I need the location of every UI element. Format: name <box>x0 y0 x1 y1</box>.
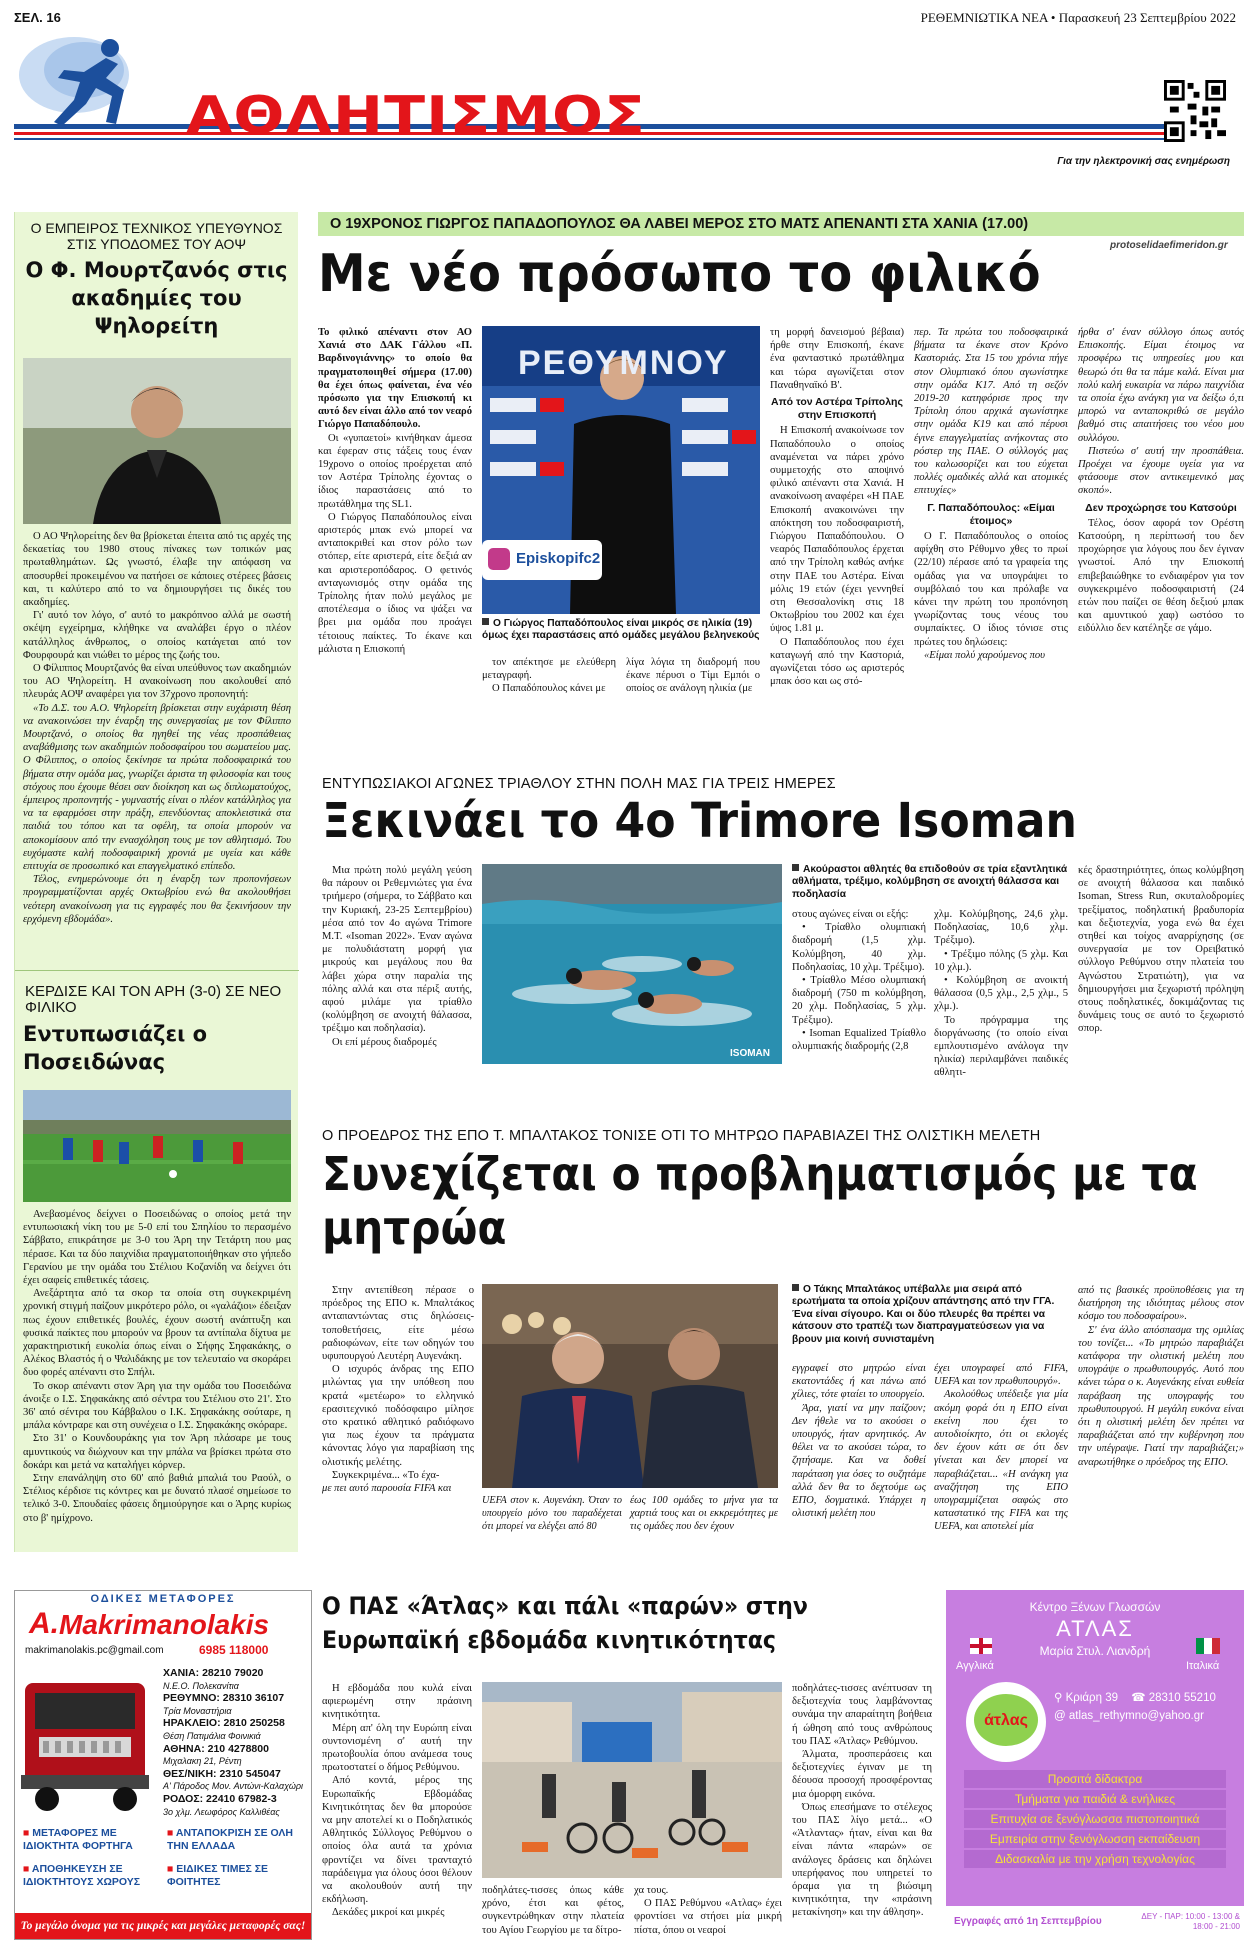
service-text: ΑΝΤΑΠΟΚΡΙΣΗ ΣΕ ΟΛΗ ΤΗΝ ΕΛΛΑΔΑ <box>167 1827 294 1852</box>
ad-transport-logo-prefix: Α. <box>29 1607 59 1640</box>
ad-school-address-text: Κριάρη 39 <box>1065 1692 1118 1704</box>
checkbox-icon: ■ <box>23 1863 30 1875</box>
article1-photo-backdrop-text: ΡΕΘΥΜΝΟΥ <box>518 344 729 382</box>
sidebar-a2-para: Στην επανάληψη στο 60' από βαθιά μπαλιά του Ραούλ, ο Στέλιος κέρδισε τις κόντρες και με δυνατό πλασέ σημείωσε το τελικό 3-0. Σπουδαίες φάσεις δημιούργησε και ο Άρης κυρίως στο β' ημίχρονο. <box>23 1473 291 1524</box>
article2-col1 <box>322 864 472 1064</box>
article1-para: λίγα λόγια τη διαδρομή που έκανε πέρυσι ο Τίμι Εμπόι ο οποίος σε ανάλογη ηλικία (με <box>626 657 760 695</box>
offer-item: Επιτυχία σε ξενόγλωσσα πιστοποιητικά <box>964 1810 1226 1828</box>
offer-item: Προσιτά δίδακτρα <box>964 1770 1226 1788</box>
article1-col4 <box>770 326 904 706</box>
article1-photo <box>482 326 760 614</box>
sidebar-a2-para: Ανεβασμένος δείχνει ο Ποσειδώνας ο οποίος μετά την εντυπωσιακή νίκη του με 5-0 επί του Σπηλίου το περασμένο Σάββατο, επικράτησε με 3-0 του Άρη την Τετάρτη που μας πέρασε. Και τα δύο παιχνίδια πραγματοποιήθηκαν στο γήπεδο Γερανίου με την ομάδα του Στέλιου Κοζανίδη να δείχνει ότι έχει σαφείς επιθετικές τάσεις. <box>23 1209 291 1287</box>
ad-school-email[interactable] <box>1054 1710 1204 1722</box>
location-address: 3ο χλμ. Λεωφόρος Καλλιθέας <box>163 1806 280 1817</box>
ad-school-top: Κέντρο Ξένων Γλωσσών <box>1029 1600 1161 1614</box>
ad-transport-brand: Makrimanolakis <box>59 1609 270 1640</box>
caption-bullet-icon <box>482 618 489 625</box>
article2-col4 <box>1078 864 1244 1064</box>
article3-photo-caption: UEFA στον κ. Αυγενάκη. Όταν το υπουργείο μόνο του παραδέχεται ότι μπορεί να ελέγξει από 80 <box>482 1495 622 1533</box>
sidebar-a1-headline: Ο Φ. Μουρτζανός στις ακαδημίες του Ψηλορείτη <box>25 258 288 338</box>
article4-para: Η εβδομάδα που κυλά είναι αφιερωμένη στην πράσινη κινητικότητα. <box>322 1683 472 1721</box>
article4-col2b <box>482 1884 624 1940</box>
article4-para: Άλματα, προσπεράσεις και δεξιοτεχνίες έγιναν με τη δέουσα προσοχή προσφέροντας μια όμορφη εικόνα. <box>792 1749 932 1800</box>
swimmers-photo-image <box>482 864 782 1064</box>
sidebar-a1-kicker: Ο ΕΜΠΕΙΡΟΣ ΤΕΧΝΙΚΟΣ ΥΠΕΥΘΥΝΟΣ ΣΤΙΣ ΥΠΟΔΟΜΕΣ ΤΟΥ ΑΟΨ <box>30 220 283 252</box>
match-photo-image <box>23 1090 291 1202</box>
article2-para: • Τρέξιμο πόλης (5 χλμ. Και 10 χλμ.). <box>934 948 1068 973</box>
article4-para: Όπως επεσήμανε το στέλεχος του ΠΑΣ λίγο μετά... «Ο «Άτλαντας» ήταν, είναι και θα είναι πάντα «παρών» σε ανάλογες δράσεις και δηλώνει υπερήφανος που υπηρετεί το όραμα για τη βιώσιμη κινητικότητα, την «πράσινη μετακίνηση» και την άθληση». <box>792 1801 932 1919</box>
caption-bullet-icon <box>792 1284 799 1291</box>
paper-date: ΡΕΘΕΜΝΙΩΤΙΚΑ ΝΕΑ • Παρασκευή 23 Σεπτεμβρίου 2022 <box>920 10 1236 25</box>
article2-para: Μια πρώτη πολύ μεγάλη γεύση θα πάρουν οι Ρεθεμνιώτες για ένα τριήμερο (σήμερα, το Σάββατο και την Κυριακή, 23-25 Σεπτεμβρίου) μέσα από τον 4ο αγώνα Trimore M.T. «Isoman 2022». Έναν αγώνα με πολυδιάστατη μορφή για μικρούς και μεγάλους που θα λάβει χώρα στην παραλία της πόλης αλλά και στα πέριξ αυτής, αφού μιλάμε για τρίαθλο (κολύμβηση σε ανοιχτή θάλασσα, τρέξιμο και ποδηλασία). <box>322 865 472 1035</box>
match-photo <box>23 1090 291 1202</box>
article1-subhead-2: Γ. Παπαδόπουλος: «Είμαι έτοιμος» <box>927 501 1055 527</box>
article2-para: Οι επί μέρους διαδρομές <box>332 1036 437 1048</box>
article4-headline-line1: Ο ΠΑΣ «Άτλας» και πάλι «παρών» στην <box>322 1592 808 1620</box>
article3-para: Συγκεκριμένα... «Το έχα- <box>332 1469 440 1481</box>
article1-col5 <box>914 326 1068 706</box>
article2-para: χλμ. Κολύμβησης, 24,6 χλμ. Ποδηλασίας, 10,6 χλμ. Τρέξιμο). <box>934 909 1068 947</box>
location-address: Ν.Ε.Ο. Πολεκανίτια <box>163 1680 239 1691</box>
ad-transport-top: ΟΔΙΚΕΣ ΜΕΤΑΦΟΡΕΣ <box>90 1593 236 1605</box>
article1-col3b <box>626 656 760 706</box>
cyclists-photo-image <box>482 1682 782 1878</box>
offer-item: Εμπειρία στην ξενόγλωσση εκπαίδευση <box>964 1830 1226 1848</box>
article4-para: ποδηλάτες-τισσες ανέπτυσαν τη δεξιοτεχνία τους λαμβάνοντας συνάμα την απαραίτητη βοήθεια ή ώθηση από τους ανθρώπους του ΠΑΣ «Άτλας» Ρεθύμνου. <box>792 1683 932 1747</box>
article3-para: Άρα, γιατί να μην παίζουν; Δεν ήθελε να το ακούσει ο υπουργός, ήταν αρνητικός. Αν θέλει να το ακούσει τώρα, το ζητήσαμε. Και να δοθεί παράταση για όσες το συζητάμε αλλά δεν θα το δεχτούμε ως ΕΠΟ, δογματικά. Υπάρχει η ολιστική μελέτη που <box>792 1402 926 1520</box>
article2-headline: Ξεκινάει το 4ο Trimore Isoman <box>322 793 1077 849</box>
coach-photo <box>23 358 291 524</box>
location-pin-icon: ⚲ <box>1054 1692 1063 1704</box>
article3-kicker: Ο ΠΡΟΕΔΡΟΣ ΤΗΣ ΕΠΟ Τ. ΜΠΑΛΤΑΚΟΣ ΤΟΝΙΣΕ ΟΤΙ ΤΟ ΜΗΤΡΩΟ ΠΑΡΑΒΙΑΖΕΙ ΤΗΣ ΟΛΙΣΤΙΚΗ ΜΕΛΕΤΗ <box>322 1128 1041 1144</box>
article1-photo-caption <box>482 618 760 643</box>
ad-transport-locations <box>163 1667 309 1818</box>
sidebar-a2-para: Το σκορ απέναντι στον Άρη για την ομάδα του Ποσειδώνα άνοιξε ο Ι.Σ. Σηφακάκης από σέντρα του Στέλιου στο 21'. Στο 36' από σέντρα του Κάββαλου ο Ι.Κ. Σηφακάκης σούταρε, η μπάλα κόντραρε και στη συνέχεια ο Ι.Σ. Σηφακάκης σκόραρε. <box>23 1380 291 1432</box>
article1-band: Ο 19ΧΡΟΝΟΣ ΓΙΩΡΓΟΣ ΠΑΠΑΔΟΠΟΥΛΟΣ ΘΑ ΛΑΒΕΙ ΜΕΡΟΣ ΣΤΟ ΜΑΤΣ ΑΠΕΝΑΝΤΙ ΣΤΑ ΧΑΝΙΑ (17.00) <box>318 212 1244 236</box>
article1-caption-text: Ο Γιώργος Παπαδόπουλος είναι μικρός σε ηλικία (19) όμως έχει παραστάσεις από ομάδες μεγάλου βεληνεκούς <box>482 618 760 642</box>
article1-para: Ο Παπαδόπουλος που έχει καταγωγή από την Καστοριά, αγωνίζεται τόσο ως αριστερός μπακ όσο και ως στό- <box>770 636 904 688</box>
article2-photo-tag: ISOMAN <box>730 1048 770 1059</box>
ad-school-phone[interactable]: 28310 55210 <box>1148 1692 1216 1704</box>
article2-para: • Isoman Equalized Τρίαθλο ολυμπιακής διαδρομής (2,8 <box>792 1027 926 1053</box>
article4-para: Μέρη απ' όλη την Ευρώπη είναι συντονισμένη σ' αυτή την πρωτοβουλία όπου ανάμεσα τους πρωτοστατεί ο δήμος Ρεθύμνου. <box>322 1722 472 1774</box>
phone-icon: ☎ <box>1131 1692 1146 1704</box>
location-city[interactable]: ΧΑΝΙΑ: 28210 79020 <box>163 1667 264 1679</box>
service-item <box>167 1827 305 1853</box>
service-item <box>23 1827 161 1853</box>
checkbox-icon: ■ <box>23 1827 30 1839</box>
article4-photo <box>482 1682 782 1878</box>
article2-para: • Κολύμβηση σε ανοικτή θάλασσα (0,5 χλμ., 2,5 χλμ., 5 χλμ.). <box>934 975 1068 1013</box>
article3-photo <box>482 1284 778 1488</box>
ad-school-footer <box>946 1906 1244 1940</box>
article2-col2 <box>792 908 926 1064</box>
article2-col3 <box>934 908 1068 1079</box>
article1-para: Οι «γυπαετοί» κινήθηκαν άμεσα και έφεραν στις τάξεις τους έναν 19χρονο ο οποίος προέρχεται από τον Αστέρα Τρίπολης έχοντας ο ίδιος παραστάσεις από το πρωτάθλημα της SL1. <box>318 432 472 510</box>
article1-para: Πιστεύω σ' αυτή την προσπάθεια. Προέχει να έχουμε υγεία για να φτάσουμε στον αντικειμενικό μας σκοπό». <box>1078 445 1244 497</box>
article2-kicker: ΕΝΤΥΠΩΣΙΑΚΟΙ ΑΓΩΝΕΣ ΤΡΙΑΘΛΟΥ ΣΤΗΝ ΠΟΛΗ ΜΑΣ ΓΙΑ ΤΡΕΙΣ ΗΜΕΡΕΣ <box>322 776 836 792</box>
article1-source: protoselidaefimeridon.gr <box>1110 240 1228 251</box>
article1-para: τη μορφή δανεισμού βέβαια) ήρθε στην Επισκοπή, έκανε ένα φανταστικό πρωτάθλημα και τώρα αγωνίζεται στον Παναθηναϊκό Β'. <box>770 327 904 391</box>
article1-col1 <box>318 326 472 706</box>
at-icon: @ <box>1054 1710 1066 1722</box>
sidebar <box>14 212 298 1552</box>
article3-col5 <box>1078 1284 1244 1546</box>
article3-para: έως 100 ομάδες το μήνα για τα χαρτιά τους και οι εκκρεμότητες με τις ομάδες που δεν έχουν <box>630 1495 778 1533</box>
article2-photo-caption <box>792 864 1068 901</box>
ad-school-signup: Εγγραφές από 1η Σεπτεμβρίου <box>954 1916 1102 1927</box>
sidebar-a1-para: Ο Φίλιππος Μουρτζανός θα είναι υπεύθυνος των ακαδημιών του ΑΟ Ψηλορείτη. Η ανακοίνωση που ακολουθεί από πλευράς ΑΟΨ αναφέρει για τον 37χρονο προπονητή: <box>23 663 291 701</box>
article3-headline-line1: Συνεχίζεται ο προβληματισμός με τα <box>322 1147 1198 1201</box>
article3-pullquote-text: Ο Τάκης Μπαλτάκος υπέβαλλε μια σειρά από ερωτήματα τα οποία χρίζουν απάντησης από την ΓΓΑ. Ένα είναι σίγουρο. Και οι δύο πλευρές θα πρέπει να κάτσουν στο τραπέζι των διαπραγματεύσεων για να βρουν μια κοινή συνισταμένη <box>792 1284 1055 1345</box>
offer-item: Τμήματα για παιδιά & ενήλικες <box>964 1790 1226 1808</box>
article3-col1 <box>322 1284 474 1546</box>
officials-photo-image <box>482 1284 778 1488</box>
article3-col2b <box>630 1494 778 1546</box>
article3-para: Σ' ένα άλλο απόσπασμα της ομιλίας του τονίζει... «Το μητρώο παραβιάζει κατάφορα την ολιστική μελέτη που υπογράψε ο πρωθυπουργός. Αυτό που κάνει τώρα ο κ. Αυγενάκης είναι ευθεία παράβαση της υπογραφής του πρωθυπουργού. Η μεγάλη ευκόνα είναι ότι η ολιστική μελέτη δεν πρέπει να παραβιάζεται από την κυβέρνηση που την υπέγραψε. Γιατί την παραβιάζει;» αναρωτήθηκε ο πρόεδρος της ΕΠΟ. <box>1078 1324 1244 1468</box>
ad-transport-mobile[interactable]: 6985 118000 <box>199 1643 269 1657</box>
caption-bullet-icon <box>792 864 799 871</box>
ad-school-email-text[interactable]: atlas_rethymno@yahoo.gr <box>1068 1710 1204 1722</box>
article4-col4 <box>792 1682 932 1938</box>
checkbox-icon: ■ <box>167 1863 174 1875</box>
ad-school-lang1: Αγγλικά <box>956 1660 994 1672</box>
service-text: ΕΙΔΙΚΕΣ ΤΙΜΕΣ ΣΕ ΦΟΙΤΗΤΕΣ <box>167 1863 269 1888</box>
it-flag-icon <box>1196 1638 1220 1654</box>
sidebar-a2-para: Ανεξάρτητα από τα σκορ τα οποία στη συγκεκριμένη χρονική στιγμή παίζουν μικρότερο ρόλο, οι «γαλάζιοι» έδειξαν πως έχουν επιθετικές βουλές, έχουν σωστή ανάπτυξη και φυσικά παίκτες που μπορούν να βρουν τα αντίπαλα δίχτυα με χαρακτηριστική ευκολία όπως είναι ο Σήφης Σηφακάκης, ο Αλέκος Βλαστός ή ο Ψαλιδάκης με τον τελευταίο να σκοράρει δυο φορές απέναντι στο Σπήλι. <box>23 1288 291 1379</box>
sidebar-a2-kicker: ΚΕΡΔΙΣΕ ΚΑΙ ΤΟΝ ΑΡΗ (3-0) ΣΕ ΝΕΟ ΦΙΛΙΚΟ <box>25 983 282 1016</box>
article4-headline-line2: Ευρωπαϊκή εβδομάδα κινητικότητας <box>322 1626 776 1654</box>
article1-subhead-1: Από τον Αστέρα Τρίπολης στην Επισκοπή <box>771 396 903 422</box>
service-item <box>23 1863 161 1889</box>
sidebar-a1-para: Γι' αυτό τον λόγο, σ' αυτό το μακρόπνοο αλλά με σωστή σκέψη εγχείρημα, κλήθηκε να αναλάβει έργο ο πλέον κατάλληλος άνθρωπος, ο οποίος κατάγεται από τον Φουρφουρά και νιώθει το μέρος της ζωής του. <box>23 610 291 661</box>
article3-pullquote <box>792 1284 1068 1346</box>
article4-para: χα τους. <box>634 1885 669 1896</box>
article3-para: Ακολούθως υπέδειξε για μία ακόμη φορά ότι η ΕΠΟ είναι εκείνη που έχει το αυτοδιοίκητο, ότι οι εκλογές δεν έχουν κάτι σε ότι δεν γίνεται και δεν μπορεί να παραβιάζεται... «Η ανάγκη για αναζήτηση της ΕΠΟ υπογραμμίζεται σαφώς στο καταστατικό της FIFA και της UEFA, και αποτελεί μία <box>934 1389 1068 1533</box>
article3-col3 <box>792 1362 926 1546</box>
article2-para: κές δραστηριότητες, όπως κολύμβηση σε ανοιχτή θάλασσα και παιδικό Isoman, Stress Run, σκυταλοδρομίες τρεξίματος, ποδηλατική βραδυπορία και δεξιοτεχνία, yoga ενώ θα έχει στηθεί και τοίχος αναρρίχησης (σε συνεργασία με τον Ορειβατικό σύλλογο Ρεθύμνου στην πλατεία του Αγνώστου Στρατιώτη), για να δημιουργήσει μια ξεχωριστή πρόληψη στους ποδηλατικές, δοκιμάζοντας τις δυνάμεις τους σε αυτό το ξεχωριστό σπορ. <box>1078 865 1244 1035</box>
ad-school-offers <box>946 1768 1244 1870</box>
sidebar-a1-body <box>15 530 299 950</box>
article1-lead: Το φιλικό απέναντι στον ΑΟ Χανιά στο ΔΑΚ Γάλλου «Π. Βαρδινογιάννης» το οποίο θα πραγματοποιηθεί σήμερα (17.00) θα έχει όπως φαίνεται, ένα νέο πρόσωπο για την Επισκοπή κι αυτό δεν είναι άλλο από τον νεαρό Γιώργο Παπαδόπουλο. <box>318 327 472 431</box>
article2-para: • Τρίαθλο ολυμπιακή διαδρομή (1,5 χλμ. Κολύμβηση, 40 χλμ. Ποδηλασίας, 10 χλμ. Τρέξιμο). <box>792 922 926 973</box>
sidebar-a1-para: Ο ΑΟ Ψηλορείτης δεν θα βρίσκεται έπειτα από τις αρχές της δεκαετίας του 1980 στους πίνακες των τοπικών μας πρωταθλημάτων. Ως γνωστό, έλαβε την απόφαση να αποσυρθεί προκειμένου να πατήσει σε κάποιες στέρεες βάσεις και, τι καλύτερο από το να δημιουργήσει τις δικές του ακαδημίες. <box>23 531 291 609</box>
location-address: Μιχαλακη 21, Ρέντη <box>163 1756 242 1767</box>
sidebar-divider <box>15 970 299 971</box>
location-city[interactable]: ΘΕΣ/ΝΙΚΗ: 2310 545047 <box>163 1767 281 1780</box>
top-meta-bar <box>14 10 1244 30</box>
ad-school-logo-text: άτλας <box>984 1712 1028 1729</box>
location-city[interactable]: ΡΕΘΥΜΝΟ: 28310 36107 <box>163 1692 285 1705</box>
location-city[interactable]: ΗΡΑΚΛΕΙΟ: 2810 250258 <box>163 1717 285 1730</box>
ad-transport-slogan: Το μεγάλο όνομα για τις μικρές και μεγάλες μεταφορές σας! <box>15 1913 311 1939</box>
article2-para: • Τρίαθλο Μέσο ολυμπιακή διαδρομή (750 m κολύμβηση, 20 χλμ. Ποδηλασίας, 5 χλμ. Τρέξιμο). <box>792 975 926 1026</box>
location-address: Α' Πάροδος Μον. Αντώνι-Καλαχώρι <box>163 1781 304 1792</box>
service-text: ΑΠΟΘΗΚΕΥΣΗ ΣΕ ΙΔΙΟΚΤΗΤΟΥΣ ΧΩΡΟΥΣ <box>23 1863 141 1888</box>
ad-school-logo <box>966 1682 1046 1762</box>
service-text: ΜΕΤΑΦΟΡΕΣ ΜΕ ΙΔΙΟΚΤΗΤΑ ΦΟΡΤΗΓΑ <box>23 1827 133 1852</box>
truck-icon <box>21 1663 157 1813</box>
article3-para: Ο ισχυρός άνδρας της ΕΠΟ μιλώντας για την υπόθεση που κρατά «μετέωρο» το ελληνικό ερασιτεχνικό ποδόσφαιρο μίλησε στο κρατικό αθλητικό ραδιόφωνο για πως έχουν τα πράγματα κάνοντας λόγο για παραβίαση της ολιστικής μελέτης. <box>322 1364 474 1468</box>
article1-photo-tag: Episkopifc2 <box>516 550 601 567</box>
article2-photo <box>482 864 782 1064</box>
checkbox-icon: ■ <box>167 1827 174 1839</box>
masthead <box>14 30 1244 167</box>
article1-subhead-3: Δεν προχώρησε του Κατσούρι <box>1085 501 1237 514</box>
ad-school-address <box>1054 1690 1216 1704</box>
article4-para: ποδηλάτες-τισσες όπως κάθε χρόνο, έτσι και φέτος, συγκεντρώθηκαν στην πλατεία του Αγίου Γεωργίου με τα δίτρο- <box>482 1885 624 1936</box>
location-city[interactable]: ΑΘΗΝΑ: 210 4278800 <box>163 1742 269 1755</box>
article2-caption-text: Ακούραστοι αθλητές θα επιδοθούν σε τρία εξαντλητικά αθλήματα, τρέξιμο, κολύμβηση σε ανοιχτή θάλασσα και ποδηλασία <box>792 864 1068 900</box>
article1-para: «Είμαι πολύ χαρούμενος που <box>924 649 1046 661</box>
ad-school-name: ΑΤΛΑΣ <box>1056 1616 1134 1641</box>
article4-para: Ο ΠΑΣ Ρεθύμνου «Ατλας» έχει φροντίσει να στήσει μία μικρή πίστα, όπου οι νεαροί <box>634 1898 782 1936</box>
coach-photo-image <box>23 358 291 524</box>
location-address: Τρία Μοναστήρια <box>163 1705 232 1716</box>
article1-para: περ. Τα πρώτα του ποδοσφαιρικά βήματα τα έκανε στον Κρόνο Καστοριάς. Στα 15 του χρόνια πήγε στον Ολυμπιακό όπου αγωνίστηκε στην ομάδα Κ17. Από τη σεζόν 2019-20 κατηφόρισε προς την Τρίπολη όπου αρχικά αγωνίστηκε στην ομάδα Κ19 και από πέρυσι έγινε επαγγελματίας ανήκοντας στο ρόστερ της ΠΑΕ. Ο σύλλογός μας του καλωσορίζει και του εύχεται πολλές ομαδικές αλλά και ατομικές επιτυχίες» <box>914 327 1068 497</box>
article4-para: Από κοντά, μέρος της Ευρωπαϊκής Εβδομάδας Κινητικότητας δεν θα μπορούσε να μην αποτελεί κι ο Ποδηλατικός Αθλητικός Σύλλογος Ρεθύμνου ο οποίος όλα αυτά τα χρόνια φροντίζει να δίνει τρανταχτό παράδειγμα για όλους όσοι θέλουν να ακολουθούν αυτή την εκδήλωση. <box>322 1775 472 1906</box>
sidebar-a2-body <box>15 1208 299 1548</box>
article3-headline-line2: μητρώα <box>322 1201 507 1255</box>
article3-para: εγγραφεί στο μητρώο είναι εκατοντάδες ή και πάνω από χίλιες, τότε φταίει το υπουργείο. <box>792 1363 926 1401</box>
sidebar-a2-para: Στο 31' ο Κουνδουράκης για τον Άρη πλάσαρε με τους αμυντικούς να διώχνουν και την μπάλα να βρίσκει πρώτα στο δοκάρι και μετά να καταλήγει κόρνερ. <box>23 1433 291 1471</box>
article4-para: Δεκάδες μικροί και μικρές <box>332 1907 445 1919</box>
ad-school-hours: ΔΕΥ - ΠΑΡ: 10:00 - 13:00 & 18:00 - 21:00 <box>1141 1912 1240 1931</box>
article1-para: Ο Γιώργος Παπαδόπουλος είναι αριστερός μπακ ενώ μπορεί να ανταποκριθεί και στον ρόλο των στόπερ, είτε αριστερά, είτε δεξιά αν και αριστεροπόδαρος. Ο φετινός ανταγωνισμός στην ομάδα της Τρίπολης ήταν πολύ μεγάλος με αποτέλεσμα ο ίδιος να ψάξει να βρει μια ομάδα που προάγει τέτοιους παίκτες. Το έκανε και μάλιστα η Επισκοπή <box>318 511 472 655</box>
article3-para: έχει υπογραφεί από FIFA, UEFA και τον πρωθυπουργό». <box>934 1363 1068 1388</box>
qr-code-icon[interactable] <box>1164 80 1226 142</box>
location-city[interactable]: ΡΟΔΟΣ: 22410 67982-3 <box>163 1792 277 1805</box>
article1-col2b <box>482 656 616 706</box>
article1-headline: Με νέο πρόσωπο το φιλικό <box>318 244 1041 304</box>
article3-para: Στην αντεπίθεση πέρασε ο πρόεδρος της ΕΠΟ κ. Μπαλτάκος ανταπαντώντας στις δηλώσεις-τοποθετήσεις, είτε μέσω ραδιοφώνων, είτε των οδηγών του υφυπουργού Λευτέρη Αυγενάκη. <box>322 1285 474 1363</box>
uk-flag-icon <box>970 1638 992 1654</box>
article2-para: στους αγώνες είναι οι εξής: <box>792 909 909 920</box>
page-number: ΣΕΛ. 16 <box>14 10 61 25</box>
article3-para: με πει αυτό παρουσία FIFA και <box>322 1483 452 1495</box>
article1-para: Τέλος, όσον αφορά τον Ορέστη Κατσούρη, η περίπτωσή του δεν προχώρησε για λόγους που δεν έγιναν γνωστοί. Από την Επισκοπή επιβεβαιώθηκε το ενδιαφέρον για τον συγκεκριμένο ποδοσφαιριστή (24 ετών που παίζει σε θέση δεξιού μπακ και αμυντικού χαφ) ωστόσο το ειδύλλιο δεν κατέληξε σε γάμο. <box>1078 517 1244 635</box>
sidebar-a1-para: «Το Δ.Σ. του Α.Ο. Ψηλορείτη βρίσκεται στην ευχάριστη θέση να ανακοινώσει την έναρξη της συνεργασίας με τον Φίλιππο Μουρτζανό, ο οποίος θα ηγηθεί της νέας προσπάθειας αναβάθμισης των ακαδημιών ποδοσφαίρου του σωματείου μας. Ο Φίλιππος, ο οποίος ξεκίνησε τα πρώτα ποδοσφαιρικά του βήματα στην ομάδα μας, γνωρίζει άριστα τη φιλοσοφία και τους στόχους που έχουμε θέσει σαν διοίκηση και ως διπλωματούχος, έμπειρος προπονητής - γυμναστής είναι ο πλέον κατάλληλος για να τα εφαρμόσει στην πράξη, επενδύοντας αποκλειστικά στα παιδιά του τόπου και τα οφέλη, τα οποία μπορούν να αποκομίσουν από την ενασχόληση τους με τον αθλητισμό. Του ευχόμαστε καλή ποδοσφαιρική χρονιά με υγεία και κάθε επιτυχία σε προσωπικό και επαγγελματικό επίπεδο. <box>23 702 291 873</box>
article3-para: από τις βασικές προϋποθέσεις για τη διατήρηση της ιδιότητας μέλους στον κόσμο του ποδοσφαίρου». <box>1078 1285 1244 1323</box>
qr-caption: Για την ηλεκτρονική σας ενημέρωση <box>1057 156 1230 167</box>
ad-transport-email[interactable]: makrimanolakis.pc@gmail.com <box>25 1645 164 1656</box>
article3-col4 <box>934 1362 1068 1546</box>
sidebar-a2-headline: Εντυπωσιάζει ο Ποσειδώνας <box>23 1022 208 1074</box>
ad-language-school[interactable] <box>946 1590 1244 1940</box>
service-item <box>167 1863 305 1889</box>
article1-para: Η Επισκοπή ανακοίνωσε τον Παπαδόπουλο ο οποίος αναμένεται να πάρει χρόνο συμμετοχής στο αποψινό φιλικό απέναντι στα Χανιά. Η ανακοίνωση αναφέρει «Η ΠΑΕ Επισκοπή ανακοινώνει την απόκτηση του ποδοσφαιριστή, Γιώργου Παπαδόπουλου. Ο νεαρός Παπαδόπουλος έρχεται από την Τρίπολη καθώς ανήκε στην ΠΑΕ του Αστέρα. Είναι μόλις 19 ετών (έχει γεννηθεί στη Θεσσαλονίκη στις 18 Οκτωβρίου του 2002 και έχει ύψος 1.81 μ. <box>770 425 904 635</box>
sidebar-a1-para: Τέλος, ενημερώνουμε ότι η έναρξη των προπονήσεων προγραμματίζονται αρχές Οκτωβρίου ενώ θα ακολουθήσει νεότερη ανακοίνωση για τις εγγραφές που θα ξεκινήσουν την ερχόμενη εβδομάδα». <box>23 874 291 925</box>
article1-para: Ο Γ. Παπαδόπουλος ο οποίος αφίχθη στο Ρέθυμνο χθες το πρωί (22/10) πέρασε από τα γραφεία της ομάδας για να υπογράψει το συμβόλαιό του και πρόλαβε να κάνει την πρώτη του προπόνηση γνωρίζοντας τους νέους του συμπαίκτες. Ο ίδιος τόνισε στις πρώτες του δηλώσεις: <box>914 531 1068 648</box>
offer-item: Διδασκαλία με την χρήση τεχνολογίας <box>964 1850 1226 1868</box>
ad-school-owner: Μαρία Στυλ. Λιανδρή <box>1039 1644 1151 1658</box>
ad-transport-logo <box>29 1607 299 1641</box>
article1-para: τον απέκτησε με ελεύθερη μεταγραφή. <box>482 657 616 682</box>
section-title: ΑΘΛΗΤΙΣΜΟΣ <box>186 85 647 146</box>
article1-col6 <box>1078 326 1244 706</box>
ad-school-lang2: Ιταλικά <box>1186 1660 1220 1672</box>
article2-para: Το πρόγραμμα της διοργάνωσης (το οποίο είναι εμπλουτισμένο ανάλογα την ηλικία) περιλαμβάνει παιδικές αθλητι- <box>934 1014 1068 1079</box>
ad-transport[interactable] <box>14 1590 312 1940</box>
article1-para: ήρθα σ' έναν σύλλογο όπως αυτός Επισκοπής. Είμαι έτοιμος να προσφέρω τις υπηρεσίες μου και θεωρώ ότι θα τα πάμε καλά. Είναι μια πολύ καλή ευκαιρία να πάρω παιχνίδια τα οποία έχω ανάγκη για να δείξω ό,τι μπορώ να ανταποκριθώ σε μεγάλο βαθμό στις απαιτήσεις του νέου μου συλλόγου. <box>1078 327 1244 444</box>
article4-col3b <box>634 1884 782 1940</box>
location-address: Θέση Πατιμάλια Φοινικιά <box>163 1730 261 1741</box>
article4-col1 <box>322 1682 472 1938</box>
article1-para: Ο Παπαδόπουλος κάνει με <box>492 683 606 695</box>
